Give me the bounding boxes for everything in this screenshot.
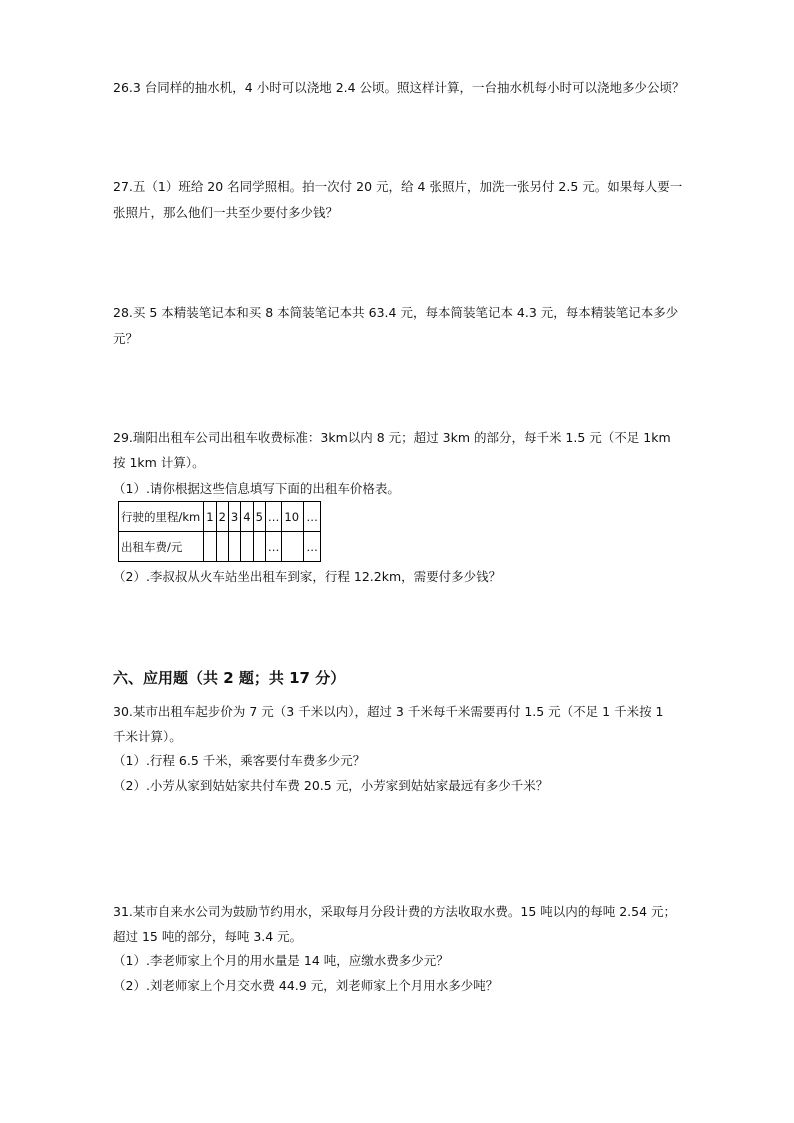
table-cell bbox=[204, 532, 216, 562]
table-cell: 4 bbox=[241, 502, 253, 532]
table-cell: … bbox=[304, 502, 321, 532]
question-31-text-line1: 31.某市自来水公司为鼓励节约用水，采取每月分段计费的方法收取水费。15 吨以内的每吨 2.54 元； bbox=[113, 904, 677, 919]
table-cell: 1 bbox=[204, 502, 216, 532]
table-row-label: 行驶的里程/km bbox=[119, 502, 204, 532]
question-27-text-line1: 27.五（1）班给 20 名同学照相。拍一次付 20 元，给 4 张照片，加洗一张另付 2.5 元。如果每人要一 bbox=[113, 179, 683, 194]
table-cell bbox=[241, 532, 253, 562]
question-26-text: 26.3 台同样的抽水机，4 小时可以浇地 2.4 公顷。照这样计算，一台抽水机每小时可以浇地多少公顷？ bbox=[113, 80, 685, 95]
question-29-sub2: （2）.李叔叔从火车站坐出租车到家，行程 12.2km，需要付多少钱？ bbox=[113, 569, 502, 584]
section-heading: 六、应用题（共 2 题；共 17 分） bbox=[113, 669, 346, 687]
table-cell bbox=[216, 532, 228, 562]
table-row bbox=[119, 532, 321, 562]
table-cell: … bbox=[265, 532, 282, 562]
question-31-sub1: （1）.李老师家上个月的用水量是 14 吨，应缴水费多少元？ bbox=[113, 953, 449, 968]
question-28-text-line1: 28.买 5 本精装笔记本和买 8 本简装笔记本共 63.4 元，每本简装笔记本 4.3 元，每本精装笔记本多少 bbox=[113, 305, 679, 320]
question-29-sub1: （1）.请你根据这些信息填写下面的出租车价格表。 bbox=[113, 481, 400, 496]
table-row-label: 出租车费/元 bbox=[119, 532, 204, 562]
table-cell: 10 bbox=[282, 502, 304, 532]
question-31-text-line2: 超过 15 吨的部分，每吨 3.4 元。 bbox=[113, 929, 303, 944]
table-cell bbox=[282, 532, 304, 562]
question-31-sub2: （2）.刘老师家上个月交水费 44.9 元，刘老师家上个月用水多少吨？ bbox=[113, 978, 499, 993]
table-cell: 5 bbox=[253, 502, 265, 532]
question-27-text-line2: 张照片，那么他们一共至少要付多少钱？ bbox=[113, 205, 339, 220]
table-cell: … bbox=[304, 532, 321, 562]
question-28-text-line2: 元？ bbox=[113, 331, 139, 346]
taxi-fare-table bbox=[118, 501, 321, 562]
table-cell bbox=[253, 532, 265, 562]
question-29-text-line1: 29.瑞阳出租车公司出租车收费标准：3km以内 8 元；超过 3km 的部分，每千米 1.5 元（不足 1km bbox=[113, 430, 671, 445]
table-cell bbox=[228, 532, 240, 562]
question-30-sub1: （1）.行程 6.5 千米，乘客要付车费多少元？ bbox=[113, 753, 366, 768]
table-cell: 3 bbox=[228, 502, 240, 532]
question-30-text-line1: 30.某市出租车起步价为 7 元（3 千米以内），超过 3 千米每千米需要再付 1.5 元（不足 1 千米按 1 bbox=[113, 704, 664, 719]
question-30-text-line2: 千米计算）。 bbox=[113, 729, 182, 744]
table-row bbox=[119, 502, 321, 532]
question-29-text-line2: 按 1km 计算）。 bbox=[113, 455, 205, 470]
table-cell: 2 bbox=[216, 502, 228, 532]
question-30-sub2: （2）.小芳从家到姑姑家共付车费 20.5 元，小芳家到姑姑家最远有多少千米？ bbox=[113, 778, 549, 793]
table-cell: … bbox=[265, 502, 282, 532]
